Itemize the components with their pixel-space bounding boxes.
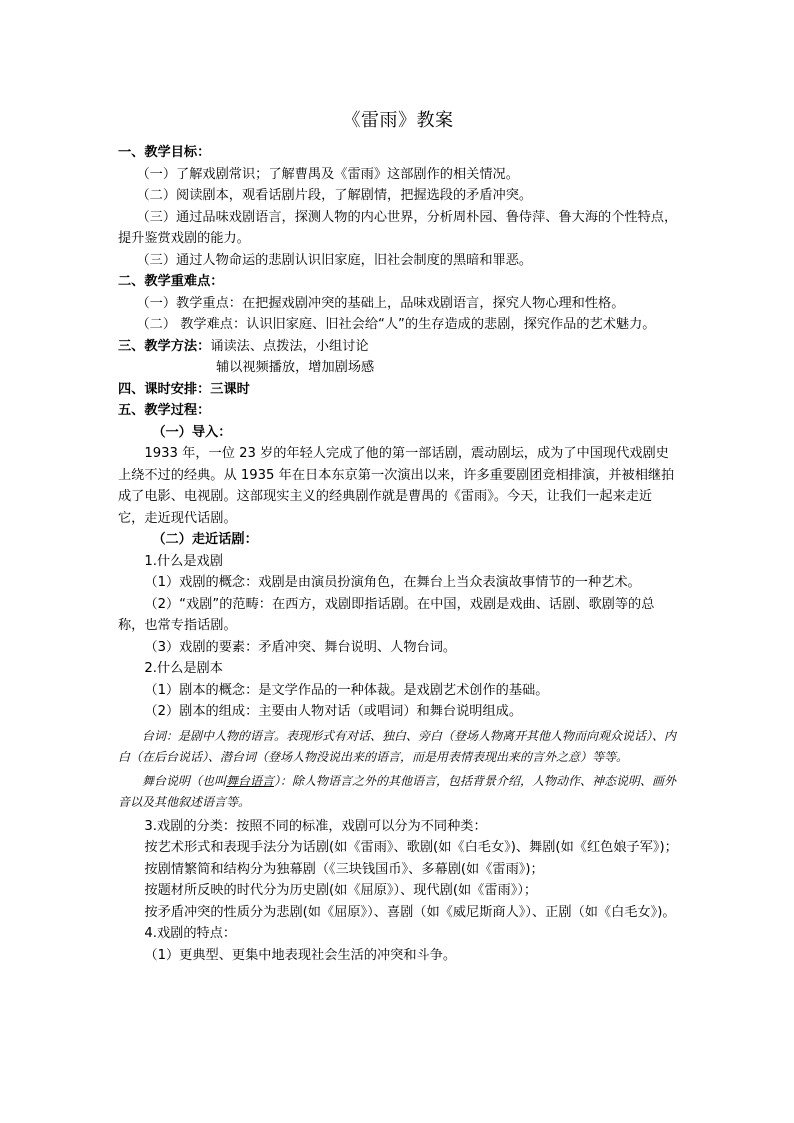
q4-feature-1: （1）更典型、更集中地表现社会生活的冲突和斗争。 <box>144 947 457 963</box>
key-point-1: （一）教学重点：在把握戏剧冲突的基础上，品味戏剧语言，探究人物心理和性格。 <box>136 295 625 311</box>
note-stage-pre: 舞台说明（也叫 <box>142 773 227 788</box>
section-heading-goals: 一、教学目标： <box>118 145 211 160</box>
q2-heading: 2.什么是剧本 <box>144 661 223 676</box>
note-stage-post: ）：除人物语言之外的其他语言，包括背景介绍，人物动作、神态说明、画外音以及其他叙述语言等。 <box>118 773 677 809</box>
note-dialogue: 台词：是剧中人物的语言。表现形式有对话、独白、旁白（登场人物离开其他人物而向观众说话）、内白（在后台说话）、潜台词（登场人物没说出来的语言，而是用表情表现出来的言外之意）等等。 <box>118 728 677 764</box>
q1-scope: （2）“戏剧”的范畴：在西方，戏剧即指话剧。在中国，戏剧是戏曲、话剧、歌剧等的总称，也常专指话剧。 <box>118 596 655 633</box>
methods-text-1: 诵读法、点拨法，小组讨论 <box>210 338 369 354</box>
goal-item-1: （一）了解戏剧常识；了解曹禺及《雷雨》这部剧作的相关情况。 <box>136 166 519 182</box>
section-heading-schedule: 四、课时安排：三课时 <box>118 381 250 397</box>
section-heading-methods: 三、教学方法： <box>118 338 211 354</box>
goal-item-2: （二）阅读剧本，观看话剧片段，了解剧情，把握选段的矛盾冲突。 <box>136 188 533 203</box>
q1-concept: （1）戏剧的概念：戏剧是由演员扮演角色，在舞台上当众表演故事情节的一种艺术。 <box>144 575 641 590</box>
q3-by-form: 按艺术形式和表现手法分为话剧(如《雷雨》、歌剧(如《白毛女》)、舞剧(如《红色娘子军》)； <box>144 840 678 855</box>
q3-heading: 3.戏剧的分类：按照不同的标准，戏剧可以分为不同种类： <box>144 818 487 834</box>
note-stage-directions <box>118 771 678 813</box>
q4-heading: 4.戏剧的特点： <box>144 926 237 941</box>
q3-by-structure: 按剧情繁简和结构分为独幕剧（《三块钱国币》、多幕剧(如《雷雨》)； <box>144 861 544 877</box>
note-stage-underlined: 舞台语言 <box>226 773 275 788</box>
page-title: 《雷雨》教案 <box>342 110 454 131</box>
q1-heading: 1.什么是戏剧 <box>144 553 223 569</box>
section-heading-key-points: 二、教学重难点： <box>118 274 224 289</box>
q2-concept: （1）剧本的概念：是文学作品的一种体裁。是戏剧艺术创作的基础。 <box>144 682 549 698</box>
q3-by-era: 按题材所反映的时代分为历史剧(如《屈原》）、现代剧(如《雷雨》）； <box>144 883 538 898</box>
key-point-2: （二） 教学难点：认识旧家庭、旧社会给“人”的生存造成的悲剧，探究作品的艺术魅力。 <box>136 317 656 332</box>
goal-item-3: （三）通过品味戏剧语言，探测人物的内心世界，分析周朴园、鲁侍萍、鲁大海的个性特点，提升鉴赏戏剧的能力。 <box>118 209 678 246</box>
methods-line-1 <box>118 336 678 358</box>
subheading-drama: （二）走近话剧： <box>152 532 258 547</box>
section-heading-process: 五、教学过程： <box>118 403 211 418</box>
subheading-intro: （一）导入： <box>152 424 232 440</box>
q1-elements: （3）戏剧的要素：矛盾冲突、舞台说明、人物台词。 <box>144 639 457 655</box>
q2-composition: （2）剧本的组成：主要由人物对话（或唱词）和舞台说明组成。 <box>144 704 523 719</box>
intro-paragraph: 1933 年，一位 23 岁的年轻人完成了他的第一部话剧，震动剧坛，成为了中国现代戏剧史上绕不过的经典。从 1935 年在日本东京第一次演出以来，许多重要剧团竞相排演，并被相继拍成了电影、电视剧。这部现实主义的经典剧作就是曹禺的《雷雨》。今天，让我们一起来走近它，走近现代话剧。 <box>118 446 675 526</box>
document-page <box>118 100 678 966</box>
goal-item-4: （三）通过人物命运的悲剧认识旧家庭，旧社会制度的黑暗和罪恶。 <box>136 252 533 268</box>
methods-line-2: 辅以视频播放，增加剧场感 <box>216 360 375 375</box>
q3-by-conflict: 按矛盾冲突的性质分为悲剧(如《屈原》）、喜剧（如《威尼斯商人》）、正剧（如《白毛女》)。 <box>144 904 676 920</box>
